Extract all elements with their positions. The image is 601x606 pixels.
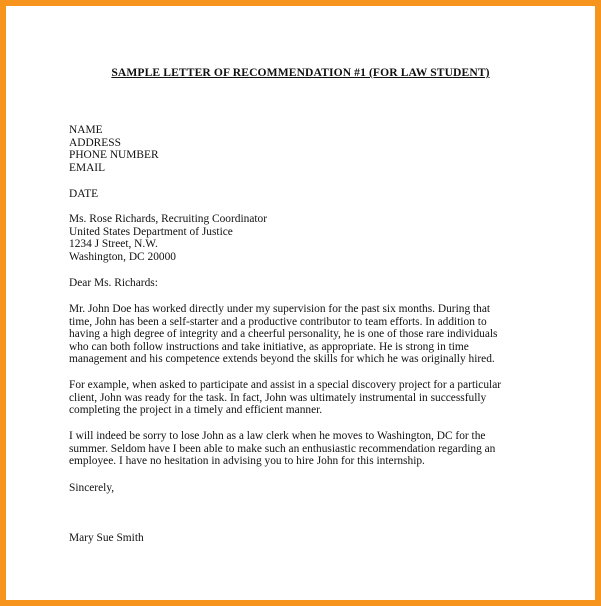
sender-email: EMAIL bbox=[69, 161, 106, 174]
body-paragraph-1 bbox=[69, 303, 539, 366]
recipient-block bbox=[69, 213, 534, 263]
body-paragraph-2 bbox=[69, 379, 539, 417]
salutation-text: Dear Ms. Richards: bbox=[69, 277, 158, 289]
signature bbox=[69, 532, 534, 545]
sender-block bbox=[69, 124, 534, 174]
paragraph-line: client, John was ready for the task. In fact, John was ultimately instrumental in successfully bbox=[69, 391, 487, 404]
paragraph-line: having a high degree of integrity and a cheerful personality, he is one of those rare individuals bbox=[69, 328, 498, 341]
paragraph-line: Mr. John Doe has worked directly under my supervision for the past six months. During that bbox=[69, 303, 491, 315]
paragraph-line: summer. Seldom have I been able to make such an enthusiastic recommendation regarding an bbox=[69, 442, 496, 455]
paragraph-line: employee. I have no hesitation in advising you to hire John for this internship. bbox=[69, 455, 425, 468]
closing bbox=[69, 482, 534, 495]
signature-name: Mary Sue Smith bbox=[69, 532, 144, 544]
recipient-street: 1234 J Street, N.W. bbox=[69, 238, 158, 251]
closing-text: Sincerely, bbox=[69, 482, 115, 494]
paragraph-line: management and his competence extends beyond the skills for which he was originally hired. bbox=[69, 353, 495, 366]
paragraph-line: completing the project in a timely and efficient manner. bbox=[69, 404, 323, 417]
paragraph-line: I will indeed be sorry to lose John as a law clerk when he moves to Washington, DC for the bbox=[69, 430, 486, 442]
sender-address: ADDRESS bbox=[69, 136, 121, 149]
paragraph-line: For example, when asked to participate and assist in a special discovery project for a particular bbox=[69, 379, 502, 391]
recipient-name: Ms. Rose Richards, Recruiting Coordinator bbox=[69, 213, 268, 225]
letter-title: SAMPLE LETTER OF RECOMMENDATION #1 (FOR LAW STUDENT) bbox=[111, 66, 490, 79]
sender-phone: PHONE NUMBER bbox=[69, 149, 159, 162]
date-line bbox=[69, 188, 534, 201]
recipient-city: Washington, DC 20000 bbox=[69, 250, 176, 263]
letter-date: DATE bbox=[69, 188, 99, 200]
paragraph-line: who can both follow instructions and take initiative, as appropriate. He is strong in time bbox=[69, 340, 469, 353]
sender-name: NAME bbox=[69, 124, 103, 136]
recipient-organization: United States Department of Justice bbox=[69, 225, 233, 238]
body-paragraph-3 bbox=[69, 430, 539, 468]
salutation bbox=[69, 277, 534, 290]
paragraph-line: time, John has been a self-starter and a productive contributor to team efforts. In addition to bbox=[69, 315, 487, 328]
